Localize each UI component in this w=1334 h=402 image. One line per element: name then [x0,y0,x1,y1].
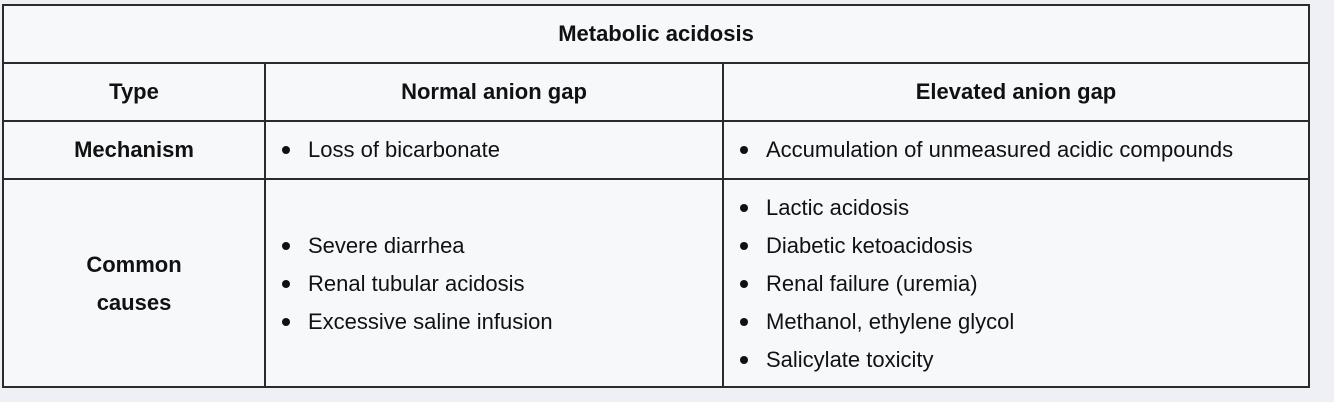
metabolic-acidosis-table [2,4,1310,388]
column-header-type: Type [4,63,265,121]
mechanism-normal-cell [265,121,723,179]
list-item: Lactic acidosis [738,189,1308,227]
common-causes-row [4,179,1308,388]
row-label-common-causes [4,179,265,388]
causes-normal-list [280,227,722,341]
row-label-line: causes [96,290,172,315]
row-label-mechanism: Mechanism [4,121,265,179]
table-title: Metabolic acidosis [4,6,1308,63]
causes-elevated-list [738,189,1308,379]
list-item: Severe diarrhea [280,227,722,265]
mechanism-elevated-list [738,131,1308,169]
mechanism-row [4,121,1308,179]
column-header-normal-anion-gap: Normal anion gap [265,63,723,121]
list-item: Salicylate toxicity [738,341,1308,379]
list-item: Loss of bicarbonate [280,131,722,169]
row-label-line: Common [86,252,182,277]
column-header-elevated-anion-gap: Elevated anion gap [723,63,1308,121]
list-item: Methanol, ethylene glycol [738,303,1308,341]
list-item: Accumulation of unmeasured acidic compounds [738,131,1308,169]
causes-elevated-cell [723,179,1308,388]
mechanism-normal-list [280,131,722,169]
mechanism-elevated-cell [723,121,1308,179]
header-row [4,63,1308,121]
list-item: Diabetic ketoacidosis [738,227,1308,265]
list-item: Renal failure (uremia) [738,265,1308,303]
title-row [4,6,1308,63]
causes-normal-cell [265,179,723,388]
list-item: Renal tubular acidosis [280,265,722,303]
list-item: Excessive saline infusion [280,303,722,341]
comparison-grid [4,6,1308,388]
